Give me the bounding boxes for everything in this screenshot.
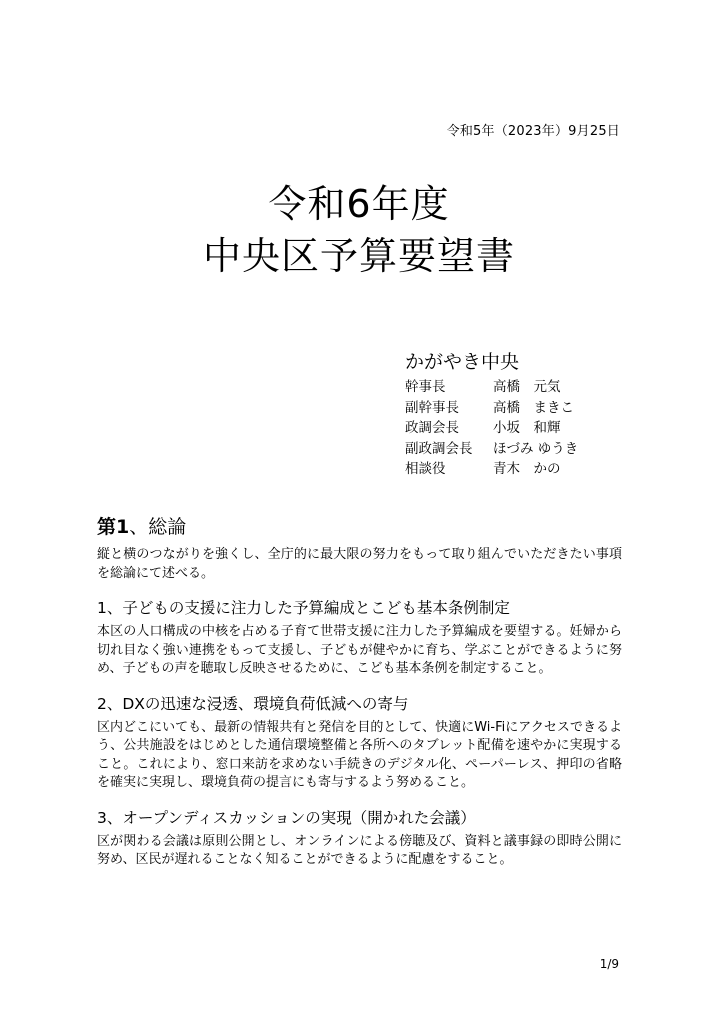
- member-name: 高橋 まきこ: [493, 399, 574, 416]
- title-line-1: 令和6年度: [268, 182, 450, 226]
- member-name: 青木 かの: [493, 461, 561, 477]
- section-item: [97, 693, 622, 793]
- section-number: 第1: [97, 516, 130, 538]
- section-heading-text: 、総論: [129, 516, 187, 538]
- item-body: 区が関わる会議は原則公開とし、オンラインによる傍聴及び、資料と議事録の即時公開に努め、区民が遅れることなく知ることができるように配慮をすること。: [97, 833, 622, 867]
- item-heading: 3、オープンディスカッションの実現（開かれた会議）: [97, 808, 476, 827]
- document-title: [0, 178, 718, 282]
- title-line-2: 中央区予算要望書: [202, 234, 515, 278]
- member-row: [405, 459, 578, 480]
- main-content: [97, 514, 622, 870]
- section-heading: [97, 514, 622, 540]
- member-row: [405, 377, 578, 398]
- item-heading: 2、DXの迅速な浸透、環境負荷低減への寄与: [97, 694, 409, 713]
- member-role: 相談役: [405, 461, 446, 477]
- member-row: [405, 418, 578, 439]
- member-role: 幹事長: [405, 379, 446, 395]
- item-body: 区内どこにいても、最新の情報共有と発信を目的として、快適にWi-Fiにアクセスできるよう、公共施設をはじめとした通信環境整備と各所へのタブレット配備を速やかに実現すること。これにより、窓口来訪を求めない手続きのデジタル化、ペーパーレス、押印の省略を確実に実現し、環境負荷の提言にも寄与するよう努めること。: [97, 719, 622, 790]
- member-name: 高橋 元気: [493, 379, 561, 395]
- member-role: 副政調会長: [405, 440, 473, 457]
- section-intro: 縦と横のつながりを強くし、全庁的に最大限の努力をもって取り組んでいただきたい事項を総論にて述べる。: [97, 547, 622, 581]
- member-row: [405, 439, 578, 460]
- member-name: ほづみ ゆうき: [493, 440, 579, 457]
- member-name: 小坂 和輝: [493, 420, 561, 436]
- organization-name: かがやき中央: [405, 351, 520, 373]
- organization-block: [405, 349, 578, 480]
- item-heading: 1、子どもの支援に注力した予算編成とこども基本条例制定: [97, 599, 510, 617]
- member-row: [405, 398, 578, 419]
- document-date: 令和5年（2023年）9月25日: [446, 124, 620, 139]
- member-role: 政調会長: [405, 420, 459, 436]
- item-body: 本区の人口構成の中核を占める子育て世帯支援に注力した予算編成を要望する。妊婦から切れ目なく強い連携をもって支援し、子どもが健やかに育ち、学ぶことができるように努め、子どもの声を聴取し反映させるために、こども基本条例を制定すること。: [97, 624, 622, 676]
- section-item: [97, 597, 622, 679]
- section-item: [97, 807, 622, 870]
- page-number: 1/9: [599, 957, 619, 971]
- member-role: 副幹事長: [405, 399, 459, 416]
